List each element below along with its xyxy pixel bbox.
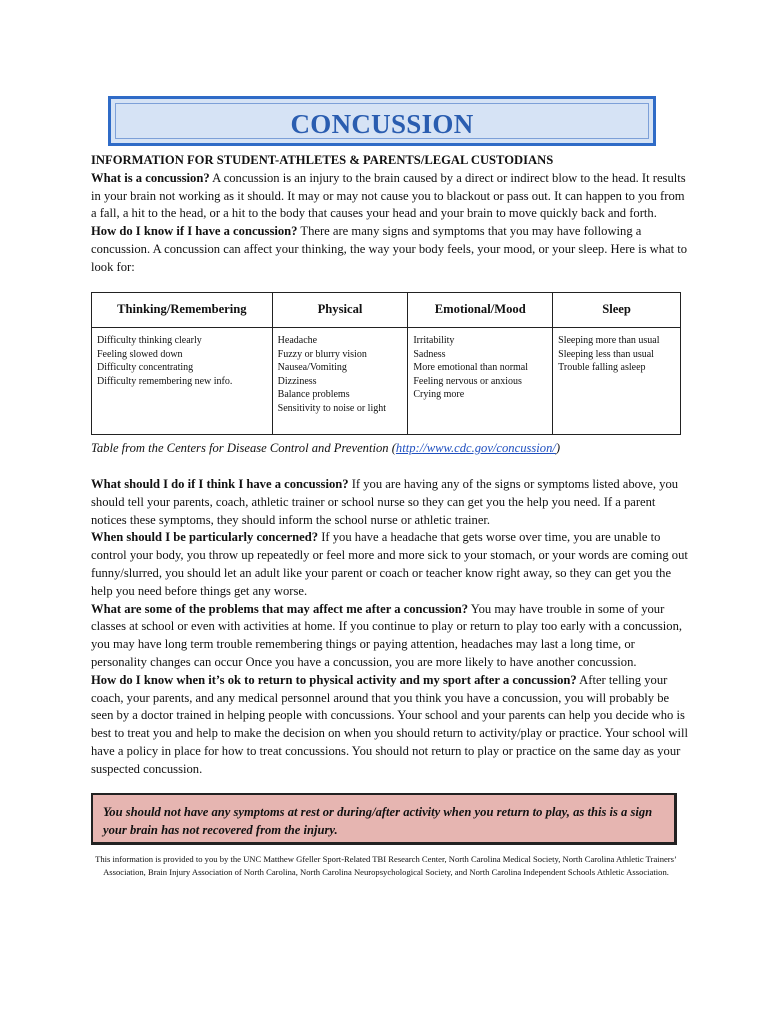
symptom-item: Sensitivity to noise or light <box>277 402 387 414</box>
symptom-item: Crying more <box>413 389 465 401</box>
symptom-item: Irritability <box>413 335 455 346</box>
symptom-item: Sadness <box>413 348 446 360</box>
symptom-item: Sleeping less than usual <box>558 348 654 360</box>
q-return-to-play <box>91 672 691 779</box>
question-heading: What should I do if I think I have a concussion? <box>91 477 349 491</box>
answer-text: After telling your coach, your parents, and any medical personnel around that you think you have a concussion, you will probably be seen by a doctor trained in helping people with concussions. Your school and your parents can help you decide who is best to treat you and help to make the decision on when you should return to activity/play or practice. Your school will have a policy in place for how to treat concussions. You should not return to play or practice on the same day as your suspected concussion. <box>91 672 689 776</box>
question-heading: What is a concussion? <box>91 170 210 185</box>
caption-text: Table from the Centers for Disease Control and Prevention ( <box>91 441 396 455</box>
faq-section <box>91 476 691 779</box>
q-how-do-i-know <box>91 223 691 276</box>
footer-credits: This information is provided to you by the UNC Matthew Gfeller Sport-Related TBI Research Center, North Carolina Medical Society, North Carolina Athletic Trainers’ Association, Brain Injury Association of North Carolina, North Carolina Neuropsychological Society, and North Carolina Independent Schools Athletic Association. <box>95 854 677 877</box>
document-title: CONCUSSION <box>290 109 474 139</box>
answer-text: A concussion is an injury to the brain caused by a direct or indirect blow to the head. It results in your brain not working as it should. It may or may not cause you to blackout or pass out. It can happen to you from a fall, a hit to the head, or a hit to the body that causes your head and your brain to move quickly back and forth. <box>91 170 686 221</box>
q-what-is-concussion <box>91 170 691 223</box>
symptom-item: Nausea/Vomiting <box>277 362 347 374</box>
symptom-item: More emotional than normal <box>413 362 529 374</box>
table-row <box>92 328 681 435</box>
question-heading: What are some of the problems that may affect me after a concussion? <box>91 601 469 616</box>
warning-text: You should not have any symptoms at rest or during/after activity when you return to play, as this is a sign your brain has not recovered from the injury. <box>103 805 653 837</box>
question-heading: How do I know when it’s ok to return to physical activity and my sport after a concussion? <box>91 672 577 687</box>
caption-close: ) <box>555 441 561 455</box>
warning-box <box>91 793 677 845</box>
symptom-item: Headache <box>277 335 318 346</box>
symptom-item: Difficulty concentrating <box>97 362 194 374</box>
column-header: Physical <box>272 293 408 328</box>
q-problems-after <box>91 601 691 672</box>
physical-cell <box>272 328 408 435</box>
answer-text: There are many signs and symptoms that you may have following a concussion. A concussion can affect your thinking, the way your body feels, your mood, or your sleep. Here is what to look for: <box>91 224 688 274</box>
symptom-item: Dizziness <box>277 375 317 387</box>
answer-text: You may have trouble in some of your classes at school or even with activities at home. If you continue to play or return to play too early with a concussion, you may have long term trouble remembering things or paying attention, headaches may last a long time, or personality changes can occur Once you have a concussion, you are more likely to have another concussion. <box>91 601 683 669</box>
question-heading: How do I know if I have a concussion? <box>91 224 298 239</box>
table-header-row <box>92 293 681 328</box>
column-header: Emotional/Mood <box>408 293 553 328</box>
symptom-item: Feeling slowed down <box>97 348 183 360</box>
symptom-item: Difficulty remembering new info. <box>97 375 233 387</box>
sleep-cell <box>553 328 681 435</box>
symptoms-table <box>91 292 681 435</box>
intro-section <box>91 152 691 277</box>
symptom-item: Balance problems <box>277 389 350 401</box>
symptom-item: Feeling nervous or anxious <box>413 375 522 387</box>
column-header: Sleep <box>553 293 681 328</box>
table-caption <box>91 441 560 456</box>
emotional-cell <box>408 328 553 435</box>
q-what-should-i-do <box>91 476 691 529</box>
symptom-item: Fuzzy or blurry vision <box>277 348 367 360</box>
thinking-cell <box>92 328 273 435</box>
info-header: INFORMATION FOR STUDENT-ATHLETES & PARENTS/LEGAL CUSTODIANS <box>91 153 554 167</box>
symptom-item: Difficulty thinking clearly <box>97 335 202 346</box>
symptom-item: Trouble falling asleep <box>558 362 646 374</box>
answer-text: If you are having any of the signs or symptoms listed above, you should tell your parents, coach, athletic trainer or school nurse so they can get you the help you need. If a parent notices these symptoms, they should inform the school nurse or athletic trainer. <box>91 477 679 527</box>
column-header: Thinking/Remembering <box>92 293 273 328</box>
q-when-concerned <box>91 529 691 600</box>
cdc-link[interactable]: http://www.cdc.gov/concussion/ <box>395 441 556 455</box>
title-banner <box>108 96 656 146</box>
answer-text: If you have a headache that gets worse over time, you are unable to control your body, you throw up repeatedly or feel more and more sick to your stomach, or your words are coming out funny/slurred, you should let an adult like your parent or coach or teacher know right away, so they can get you the help you need before things get any worse. <box>91 530 688 598</box>
symptom-item: Sleeping more than usual <box>558 335 660 346</box>
question-heading: When should I be particularly concerned? <box>91 530 319 545</box>
